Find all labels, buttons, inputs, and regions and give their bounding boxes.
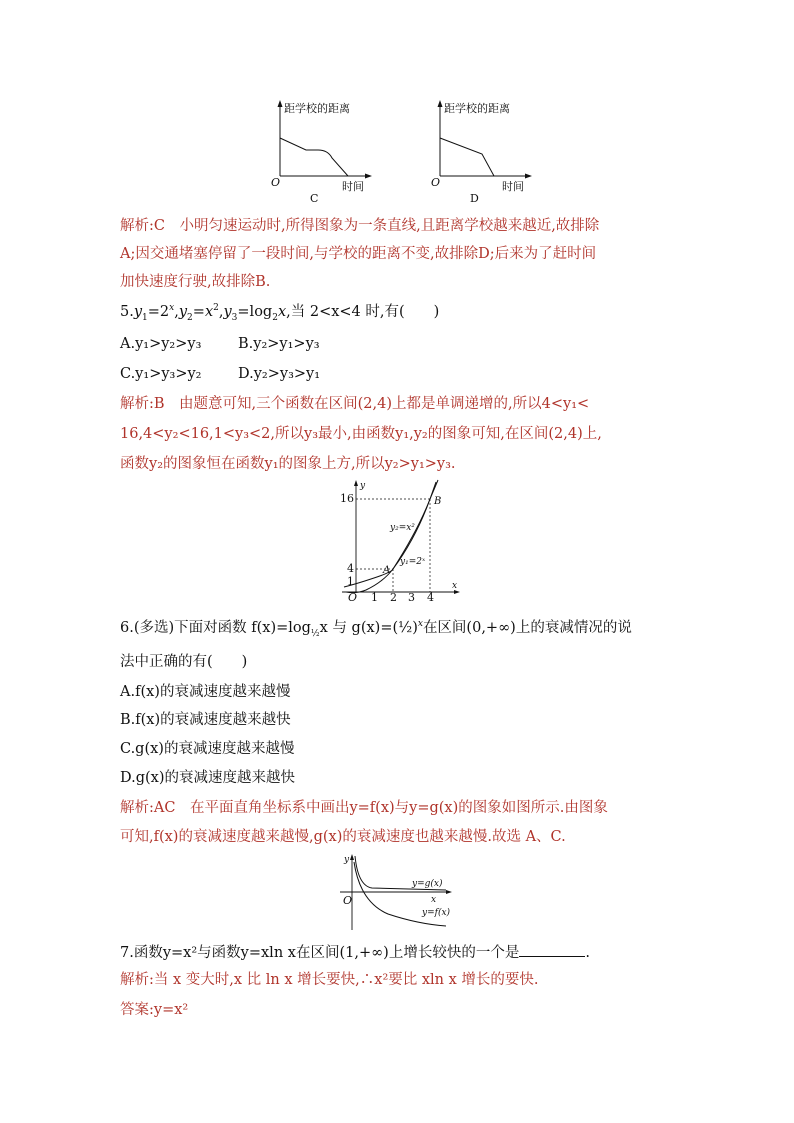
figure-d-xlabel: 时间 (502, 180, 524, 193)
figure-c (268, 98, 378, 208)
q5-analysis-line2: 16,4<y₂<16,1<y₃<2,所以y₃最小,由函数y₁,y₂的图象可知,在区间(2,4)上, (120, 426, 602, 442)
q5-stem-rest: ,当 2<x<4 时,有( ) (286, 304, 440, 320)
q5-options-row2 (120, 364, 320, 384)
figure-c-curve (280, 138, 348, 176)
q6-analysis-line1: 解析:AC 在平面直角坐标系中画出y=f(x)与y=g(x)的图象如图所示.由图象 (120, 800, 608, 816)
q6-option-a: A.f(x)的衰减速度越来越慢 (120, 684, 291, 700)
fig5-origin: O (348, 591, 358, 604)
figure-c-ylabel: 距学校的距离 (284, 102, 350, 115)
q6-option-c: C.g(x)的衰减速度越来越慢 (120, 741, 295, 757)
figure-d (428, 98, 538, 208)
fig5-ytick-1: 1 (347, 575, 354, 588)
fig5-x-axis: x (452, 581, 458, 591)
q5-number: 5. (120, 304, 134, 320)
fig5-curve-label-square: y₂=x² (390, 523, 415, 533)
fig5-xtick-3: 3 (408, 591, 415, 604)
q7-answer-blank[interactable] (519, 942, 585, 957)
fig6-x-axis: x (431, 895, 437, 905)
q7-stem (120, 942, 590, 963)
q6-stem-line1: 6.(多选)下面对函数 $f(x)=\log_{\frac{1}{2}}x$ 与 g(x)=(½)$^x$在区间(0,+∞)上的衰减情况的说 (120, 619, 632, 639)
figure-c-caption: C (310, 192, 319, 205)
fig6-g-label: y=g(x) (412, 879, 443, 889)
fig5-point-a: A (383, 565, 391, 576)
fig5-xtick-1: 1 (371, 591, 378, 604)
q5-analysis-line1: 解析:B 由题意可知,三个函数在区间(2,4)上都是单调递增的,所以4<y₁< (120, 396, 590, 412)
q5-stem: $5.y_1=2^x,y_2=x^2,y_3=\log_2x$,当 2<x<4 时,有( ) (120, 303, 440, 323)
q6-stem-part3: 在区间(0,+∞)上的衰减情况的说 (422, 620, 632, 636)
figure-c-svg (268, 98, 378, 208)
fig6-y-axis: y (344, 855, 350, 865)
figure-q6-svg (338, 852, 466, 934)
curve-square (346, 480, 438, 593)
q7-stem-text: 7.函数y=x²与函数y=xln x在区间(1,+∞)上增长较快的一个是 (120, 945, 520, 961)
q4-analysis-line1: 解析:C 小明匀速运动时,所得图象为一条直线,且距离学校越来越近,故排除 (120, 218, 600, 234)
q7-analysis: 解析:当 x 变大时,x 比 ln x 增长要快,∴x²要比 xln x 增长的要快. (120, 972, 539, 988)
q6-option-b: B.f(x)的衰减速度越来越快 (120, 712, 291, 728)
q5-analysis-line3: 函数y₂的图象恒在函数y₁的图象上方,所以y₂>y₁>y₃. (120, 456, 456, 472)
fig5-point-b: B (434, 496, 442, 507)
fig5-ytick-4: 4 (347, 562, 354, 575)
q5-option-d: D.y₂>y₃>y₁ (238, 366, 321, 382)
fig6-f-label: y=f(x) (422, 908, 451, 918)
q4-analysis-line3: 加快速度行驶,故排除B. (120, 274, 271, 290)
figure-d-origin: O (431, 176, 441, 189)
fig6-origin: O (343, 894, 353, 907)
figure-d-curve (440, 138, 494, 176)
figure-q6 (338, 852, 466, 934)
figure-q5-svg (338, 478, 466, 604)
figure-d-svg (428, 98, 538, 208)
fig5-ytick-16: 16 (340, 492, 354, 505)
q5-option-c: C.y₁>y₃>y₂ (120, 366, 202, 382)
figure-d-caption: D (470, 192, 479, 205)
fig5-xtick-4: 4 (427, 591, 434, 604)
q6-stem-part1: 6.(多选)下面对函数 f(x)=log (120, 620, 311, 636)
q7-answer: 答案:y=x² (120, 1002, 189, 1018)
q6-stem-line2: 法中正确的有( ) (120, 654, 248, 670)
q5-options-row1 (120, 334, 320, 354)
figure-q5 (338, 478, 466, 604)
figure-c-origin: O (271, 176, 281, 189)
figure-c-xlabel: 时间 (342, 180, 364, 193)
q6-analysis-line2: 可知,f(x)的衰减速度越来越慢,g(x)的衰减速度也越来越慢.故选 A、C. (120, 829, 566, 845)
q6-stem-part2: x 与 g(x)= (319, 620, 393, 636)
q4-analysis-line2: A;因交通堵塞停留了一段时间,与学校的距离不变,故排除D;后来为了赶时间 (120, 246, 597, 262)
q6-option-d: D.g(x)的衰减速度越来越快 (120, 770, 295, 786)
figure-d-ylabel: 距学校的距离 (444, 102, 510, 115)
fig5-curve-label-exp: y₁=2ˣ (400, 557, 426, 567)
q5-option-b: B.y₂>y₁>y₃ (238, 336, 320, 352)
q7-stem-end: . (585, 945, 590, 961)
q5-option-a: A.y₁>y₂>y₃ (120, 336, 202, 352)
fig5-xtick-2: 2 (390, 591, 397, 604)
fig5-y-axis: y (360, 481, 366, 491)
